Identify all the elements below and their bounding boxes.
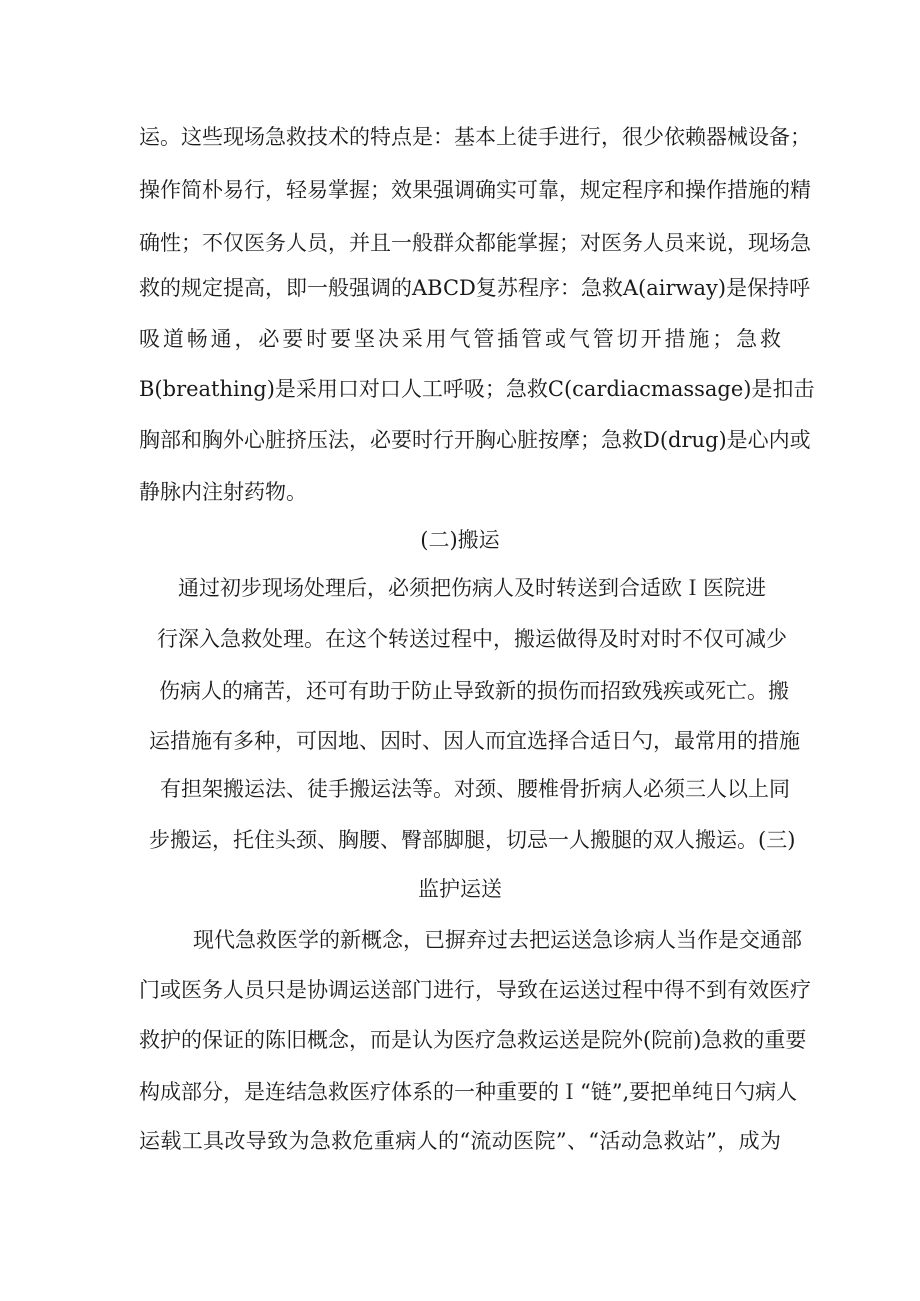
text-line: 救护的保证的陈旧概念，而是认为医疗急救运送是院外(院前)急救的重要 [139,1028,807,1052]
text-line: 静脉内注射药物。 [139,480,307,504]
text-line: 救的规定提高，即一般强调的ABCD复苏程序：急救A(airway)是保持呼 [139,276,811,300]
text-line: 运。这些现场急救技术的特点是：基本上徒手进行，很少依赖器械设备； [139,125,811,149]
text-line: 有担架搬运法、徒手搬运法等。对颈、腰椎骨折病人必须三人以上同 [160,777,790,801]
text-line: 行深入急救处理。在这个转送过程中，搬运做得及时对时不仅可减少 [157,627,787,651]
text-line: 确性；不仅医务人员，并且一般群众都能掌握；对医务人员来说，现场急 [139,231,811,255]
section-heading: (二)搬运 [420,528,500,552]
text-line: 胸部和胸外心脏挤压法，必要时行开胸心脏按摩；急救D(drug)是心内或 [139,428,811,452]
text-line: 伤病人的痛苦，还可有助于防止导致新的损伤而招致残疾或死亡。搬 [159,679,789,703]
text-line: 通过初步现场处理后，必须把伤病人及时转送到合适欧Ｉ医院进 [178,576,766,600]
text-line: 运措施有多种，可因地、因时、因人而宜选择合适日勺，最常用的措施 [149,729,800,753]
section-heading: 监护运送 [418,877,502,901]
text-line: 操作简朴易行，轻易掌握；效果强调确实可靠，规定程序和操作措施的精 [139,178,811,202]
text-line: 运载工具改导致为急救危重病人的“流动医院”、“活动急救站”，成为 [139,1129,781,1153]
text-line: 现代急救医学的新概念，已摒弃过去把运送急诊病人当作是交通部 [193,928,802,952]
text-line: 构成部分，是连结急救医疗体系的一种重要的Ｉ“链”,要把单纯日勺病人 [139,1080,798,1104]
text-line: 步搬运，托住头颈、胸腰、臀部脚腿，切忌一人搬腿的双人搬运。(三) [149,828,796,852]
text-line: 门或医务人员只是协调运送部门进行，导致在运送过程中得不到有效医疗 [139,978,811,1002]
text-line: B(breathing)是采用口对口人工呼吸；急救C(cardiacmassage)是扣击 [139,377,815,401]
text-line: 吸道畅通，必要时要坚决采用气管插管或气管切开措施；急救 [139,327,781,351]
